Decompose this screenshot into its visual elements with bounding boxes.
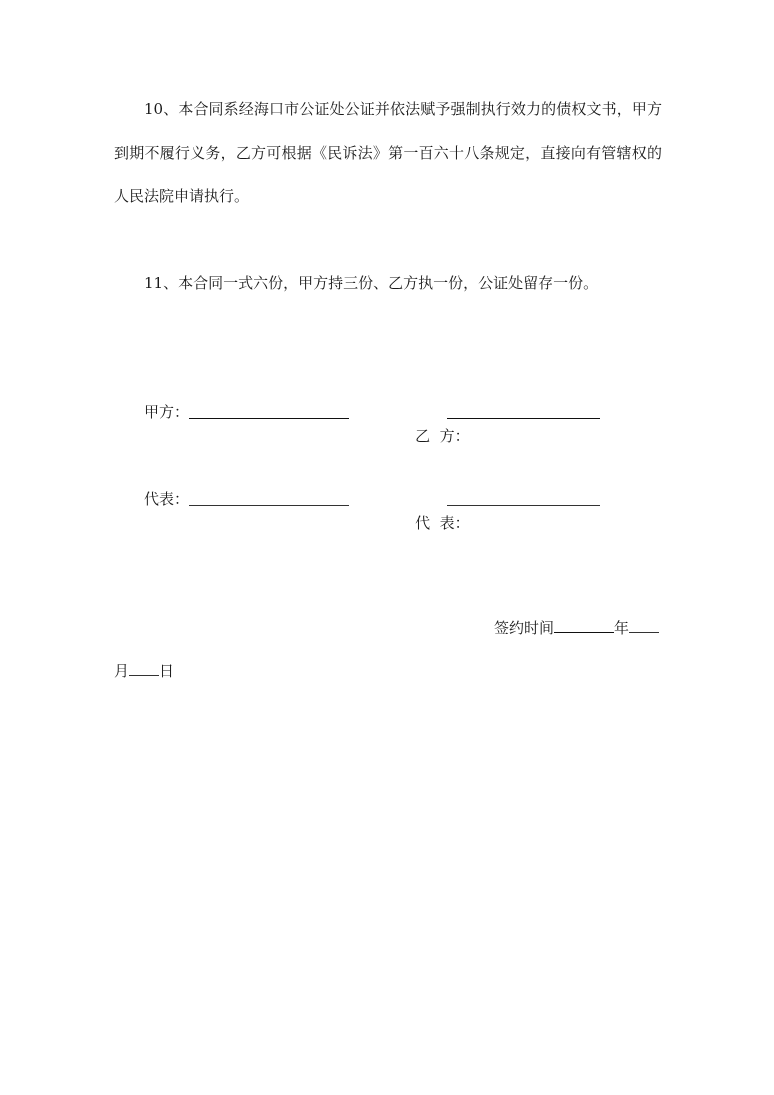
clause-11-text: 11、本合同一式六份，甲方持三份、乙方执一份，公证处留存一份。 [144,274,599,292]
signing-date-row [494,616,659,640]
month-blank-first[interactable] [629,616,659,633]
rep-b-signature-line[interactable] [447,505,600,506]
clause-10-text: 10、本合同系经海口市公证处公证并依法赋予强制执行效力的债权文书，甲方到期不履行义务，乙方可根据《民诉法》第一百六十八条规定，直接向有管辖权的人民法院申请执行。 [114,100,662,205]
year-label: 年 [614,619,630,637]
signing-date-row-2 [114,659,174,683]
day-label: 日 [159,662,175,680]
rep-b-row [396,487,470,532]
day-blank[interactable] [129,659,159,676]
party-a-label: 甲方： [144,403,190,421]
year-blank[interactable] [554,616,614,633]
rep-a-signature-line[interactable] [189,505,349,506]
signing-date-label: 签约时间 [494,619,555,637]
rep-b-label: 代 表： [415,514,470,532]
party-b-signature-line[interactable] [447,418,600,419]
rep-a-label: 代表： [144,490,190,508]
party-b-label: 乙 方： [415,427,470,445]
party-a-signature-line[interactable] [189,418,349,419]
clause-10 [114,88,662,219]
rep-a-row [144,487,189,511]
party-a-row [144,400,189,424]
month-label: 月 [114,662,130,680]
party-b-row [396,400,470,445]
clause-11 [114,262,662,306]
